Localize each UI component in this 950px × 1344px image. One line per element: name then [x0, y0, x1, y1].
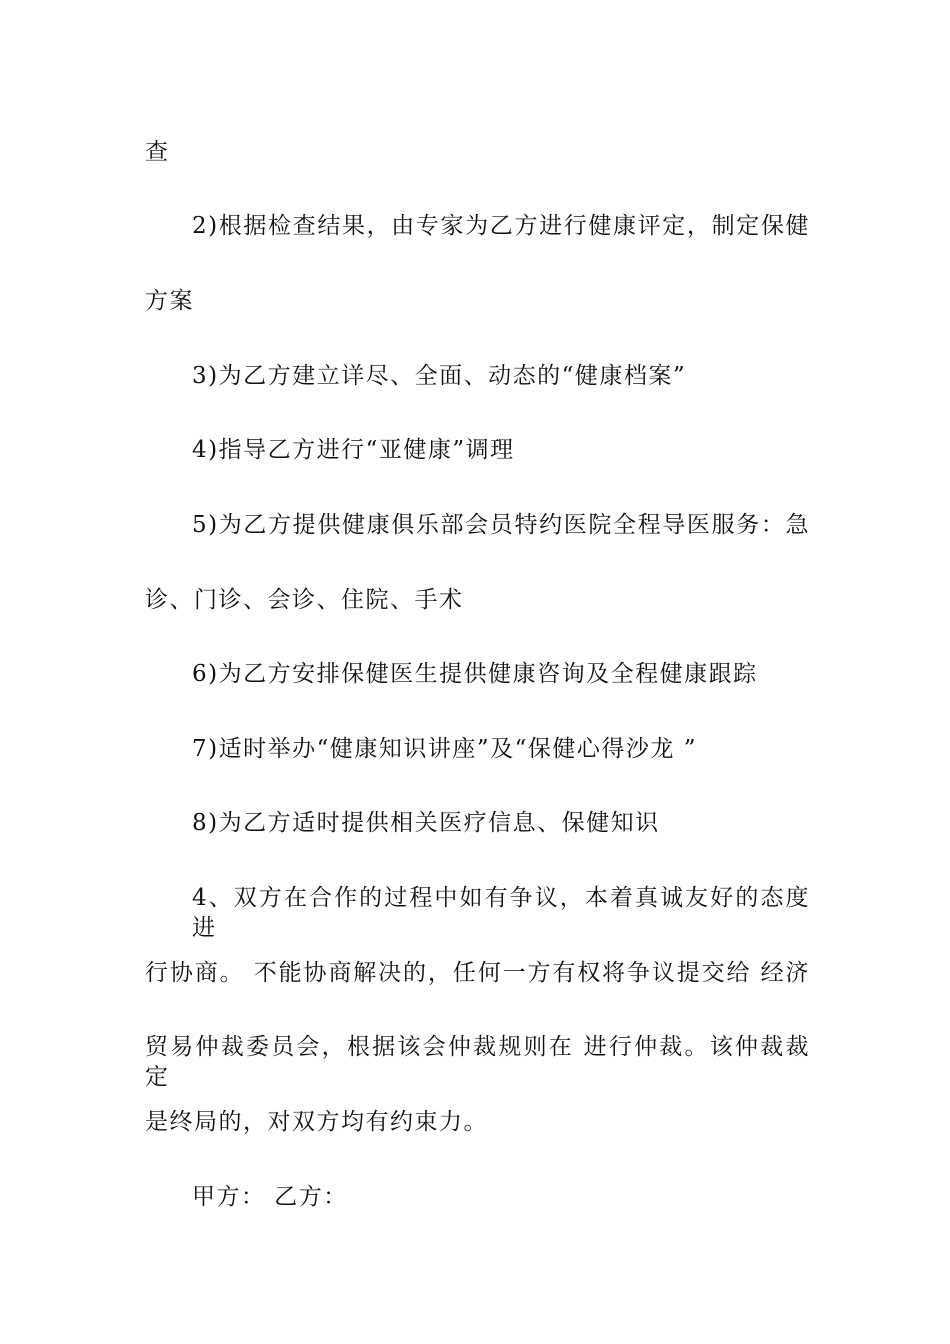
text-line-9: 7)适时举办“健康知识讲座”及“保健心得沙龙 ”: [192, 736, 697, 762]
text-line-7: 诊、门诊、会诊、住院、手术: [145, 587, 464, 613]
text-line-1: 查: [145, 139, 170, 165]
text-line-12: 行协商。 不能协商解决的，任何一方有权将争议提交给 经济: [145, 960, 810, 986]
text-line-5: 4)指导乙方进行“亚健康”调理: [192, 437, 515, 463]
text-line-4: 3)为乙方建立详尽、全面、动态的“健康档案”: [192, 363, 687, 389]
text-line-10: 8)为乙方适时提供相关医疗信息、保健知识: [192, 810, 660, 836]
text-line-6: 5)为乙方提供健康俱乐部会员特约医院全程导医服务：急: [192, 512, 810, 538]
text-line-8: 6)为乙方安排保健医生提供健康咨询及全程健康跟踪: [192, 661, 758, 687]
text-line-2: 2)根据检查结果，由专家为乙方进行健康评定，制定保健: [192, 213, 810, 239]
signature-line: 甲方： 乙方：: [192, 1184, 348, 1210]
text-line-13: 贸易仲裁委员会，根据该会仲裁规则在 进行仲裁。该仲裁裁定: [145, 1034, 810, 1090]
text-line-11: 4、双方在合作的过程中如有争议，本着真诚友好的态度进: [192, 885, 810, 941]
text-line-14: 是终局的，对双方均有约束力。: [145, 1109, 488, 1135]
text-line-3: 方案: [145, 288, 194, 314]
